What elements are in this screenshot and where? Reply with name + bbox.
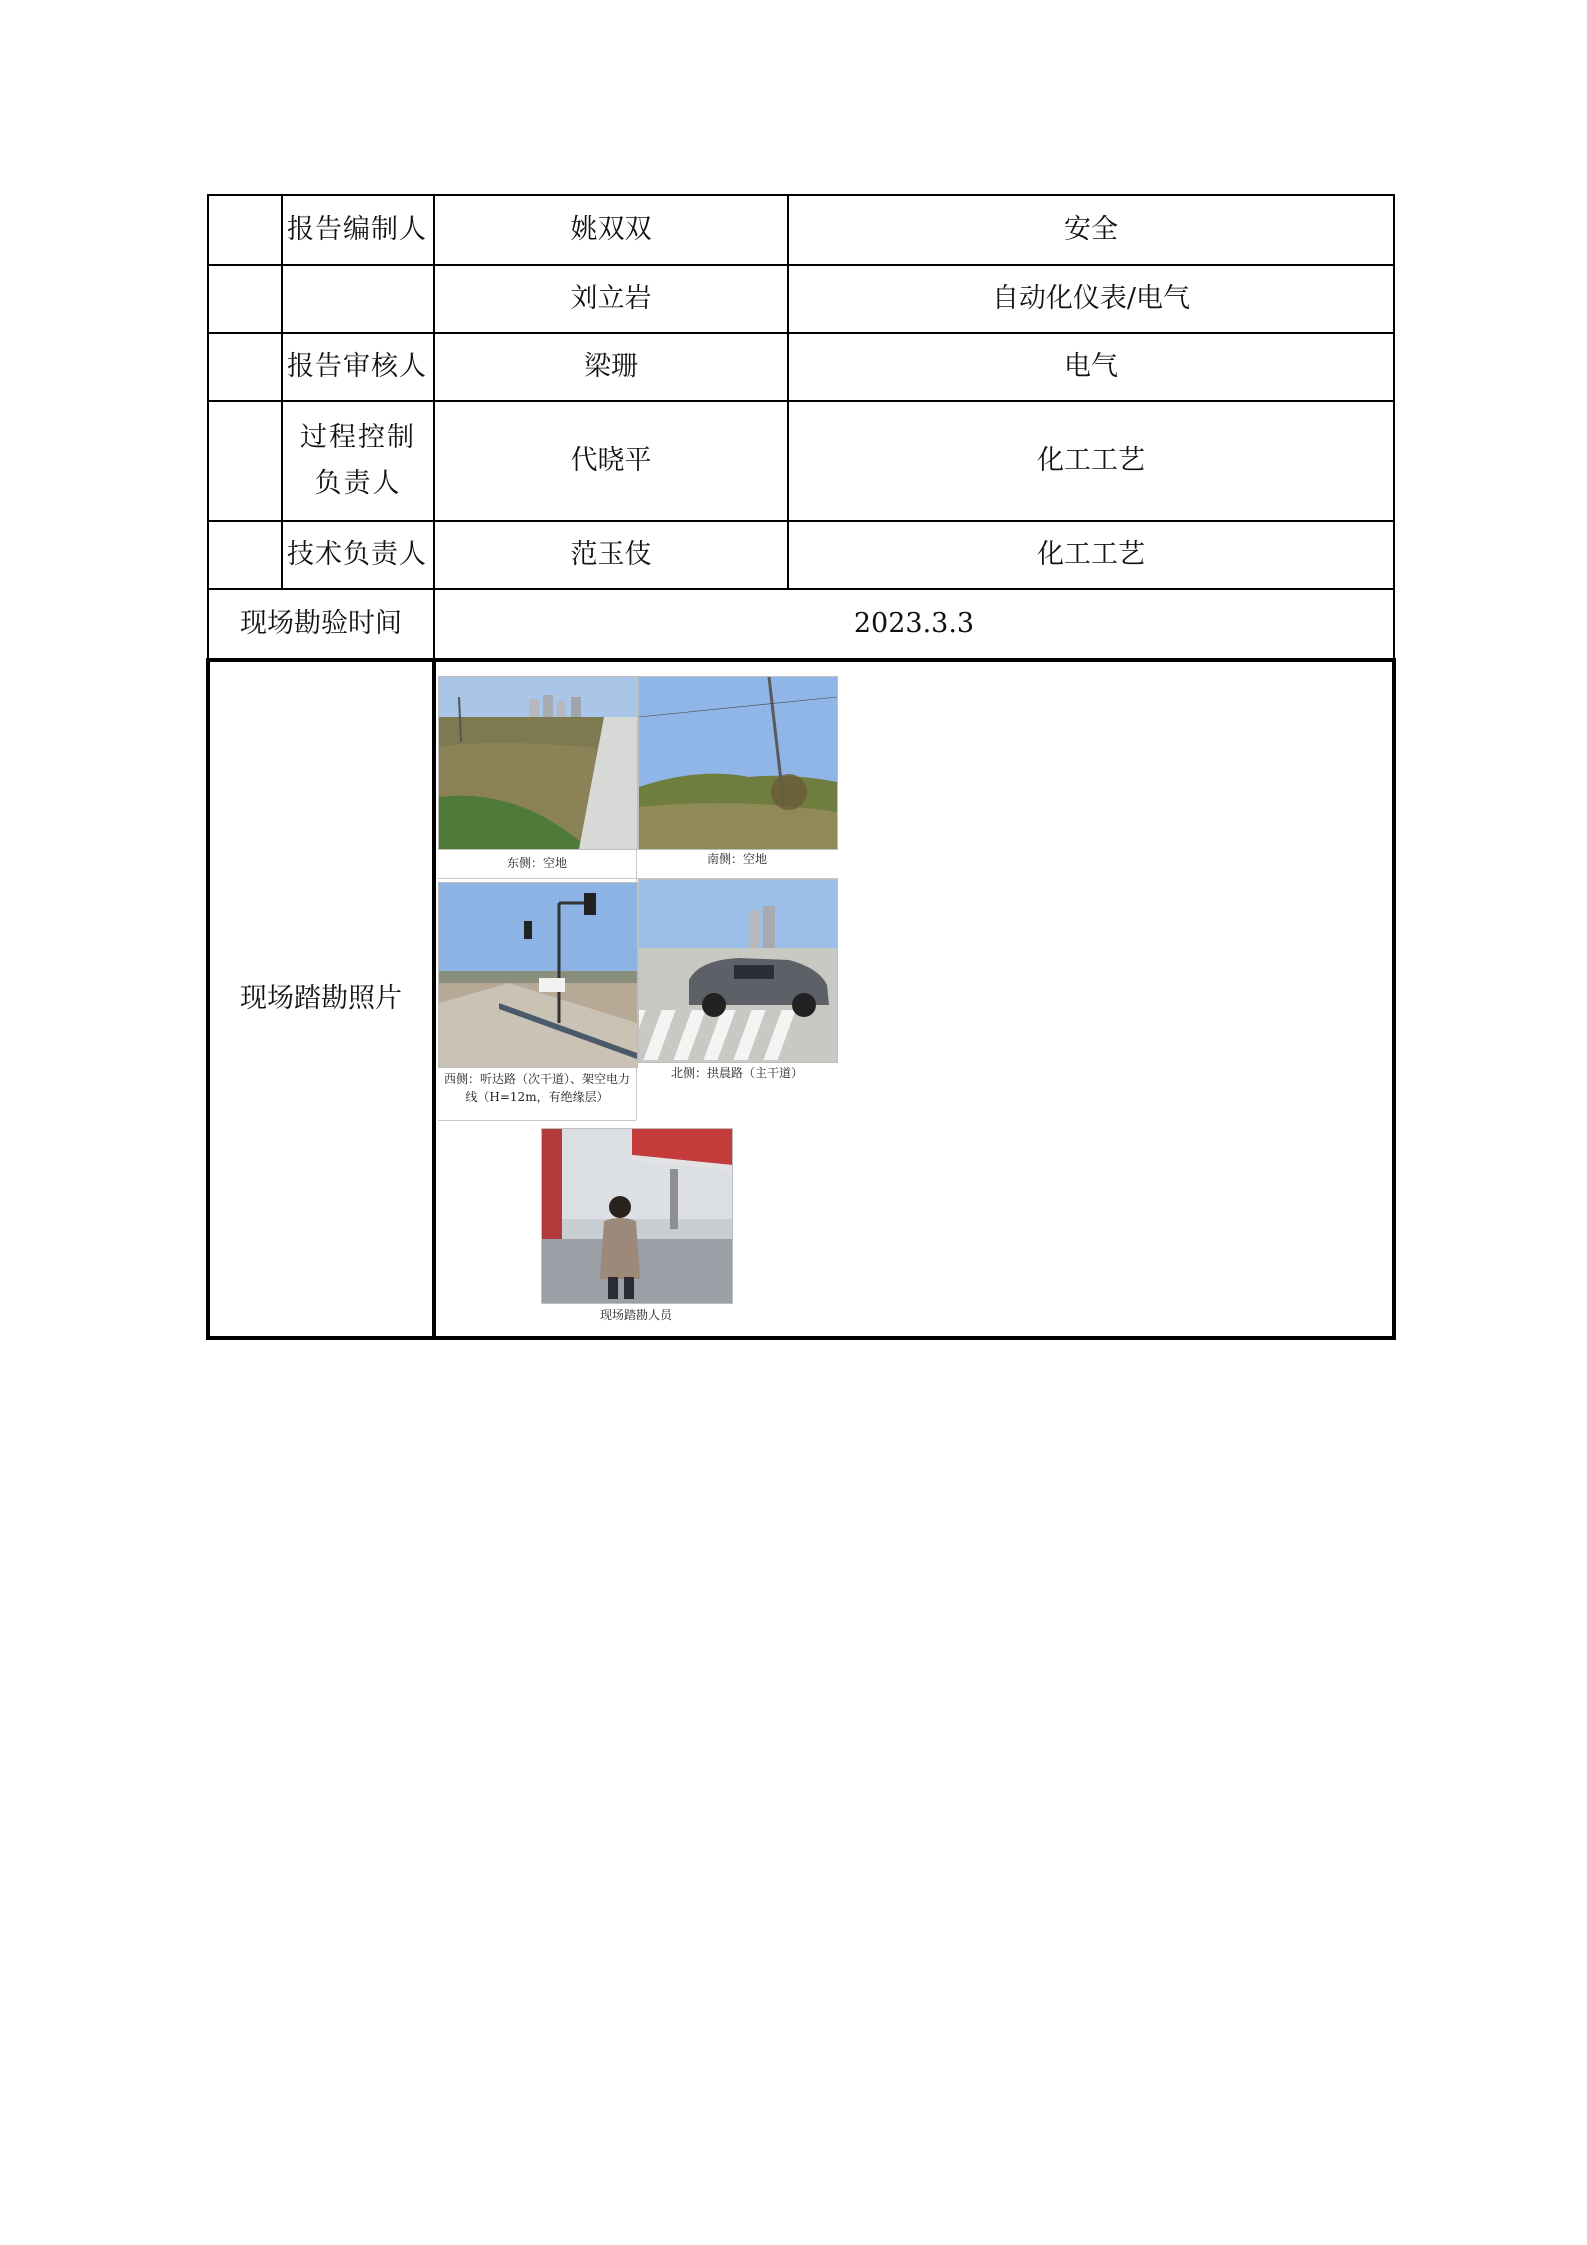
role-cell: 报告编制人	[282, 195, 434, 265]
surveyor-photo	[541, 1128, 733, 1304]
table-row	[208, 333, 1394, 401]
role-cell	[282, 265, 434, 333]
table-row	[208, 521, 1394, 589]
photo-grid	[438, 676, 838, 1326]
specialty-cell: 化工工艺	[788, 401, 1394, 521]
east-side-caption: 东侧：空地	[506, 856, 567, 870]
specialty-cell: 化工工艺	[788, 521, 1394, 589]
table-row	[208, 589, 1394, 660]
west-side-photo	[438, 882, 638, 1068]
survey-time-value: 2023.3.3	[434, 589, 1394, 660]
grid-divider	[438, 1120, 636, 1121]
role-line: 过程控制	[300, 421, 416, 453]
name-cell: 姚双双	[434, 195, 788, 265]
specialty-cell: 安全	[788, 195, 1394, 265]
name-cell: 代晓平	[434, 401, 788, 521]
name-cell: 范玉伎	[434, 521, 788, 589]
blank-cell	[208, 521, 282, 589]
surveyor-caption: 现场踏勘人员	[599, 1308, 672, 1322]
west-side-caption-line: 西侧：听达路（次干道）、架空电力	[443, 1072, 630, 1086]
west-side-caption	[438, 1070, 636, 1106]
name-cell: 刘立岩	[434, 265, 788, 333]
table-row	[208, 265, 1394, 333]
survey-photos-cell	[434, 660, 1394, 1338]
table-row	[208, 401, 1394, 521]
table-row	[208, 195, 1394, 265]
role-cell	[282, 401, 434, 521]
photo-row	[208, 660, 1394, 1338]
report-table	[206, 194, 1396, 1340]
role-cell: 技术负责人	[282, 521, 434, 589]
north-side-photo	[638, 879, 838, 1063]
role-cell: 报告审核人	[282, 333, 434, 401]
blank-cell	[208, 401, 282, 521]
specialty-cell: 自动化仪表/电气	[788, 265, 1394, 333]
specialty-cell: 电气	[788, 333, 1394, 401]
north-side-caption: 北侧：拱晨路（主干道）	[670, 1066, 803, 1080]
survey-time-label: 现场勘验时间	[208, 589, 434, 660]
west-side-caption-line: 线（H=12m，有绝缘层）	[465, 1090, 609, 1104]
survey-photos-label: 现场踏勘照片	[208, 660, 434, 1338]
name-cell: 梁珊	[434, 333, 788, 401]
east-side-photo	[438, 676, 638, 850]
blank-cell	[208, 195, 282, 265]
blank-cell	[208, 265, 282, 333]
blank-cell	[208, 333, 282, 401]
south-side-photo	[638, 676, 838, 850]
role-line: 负责人	[314, 468, 402, 499]
south-side-caption: 南侧：空地	[706, 852, 767, 866]
